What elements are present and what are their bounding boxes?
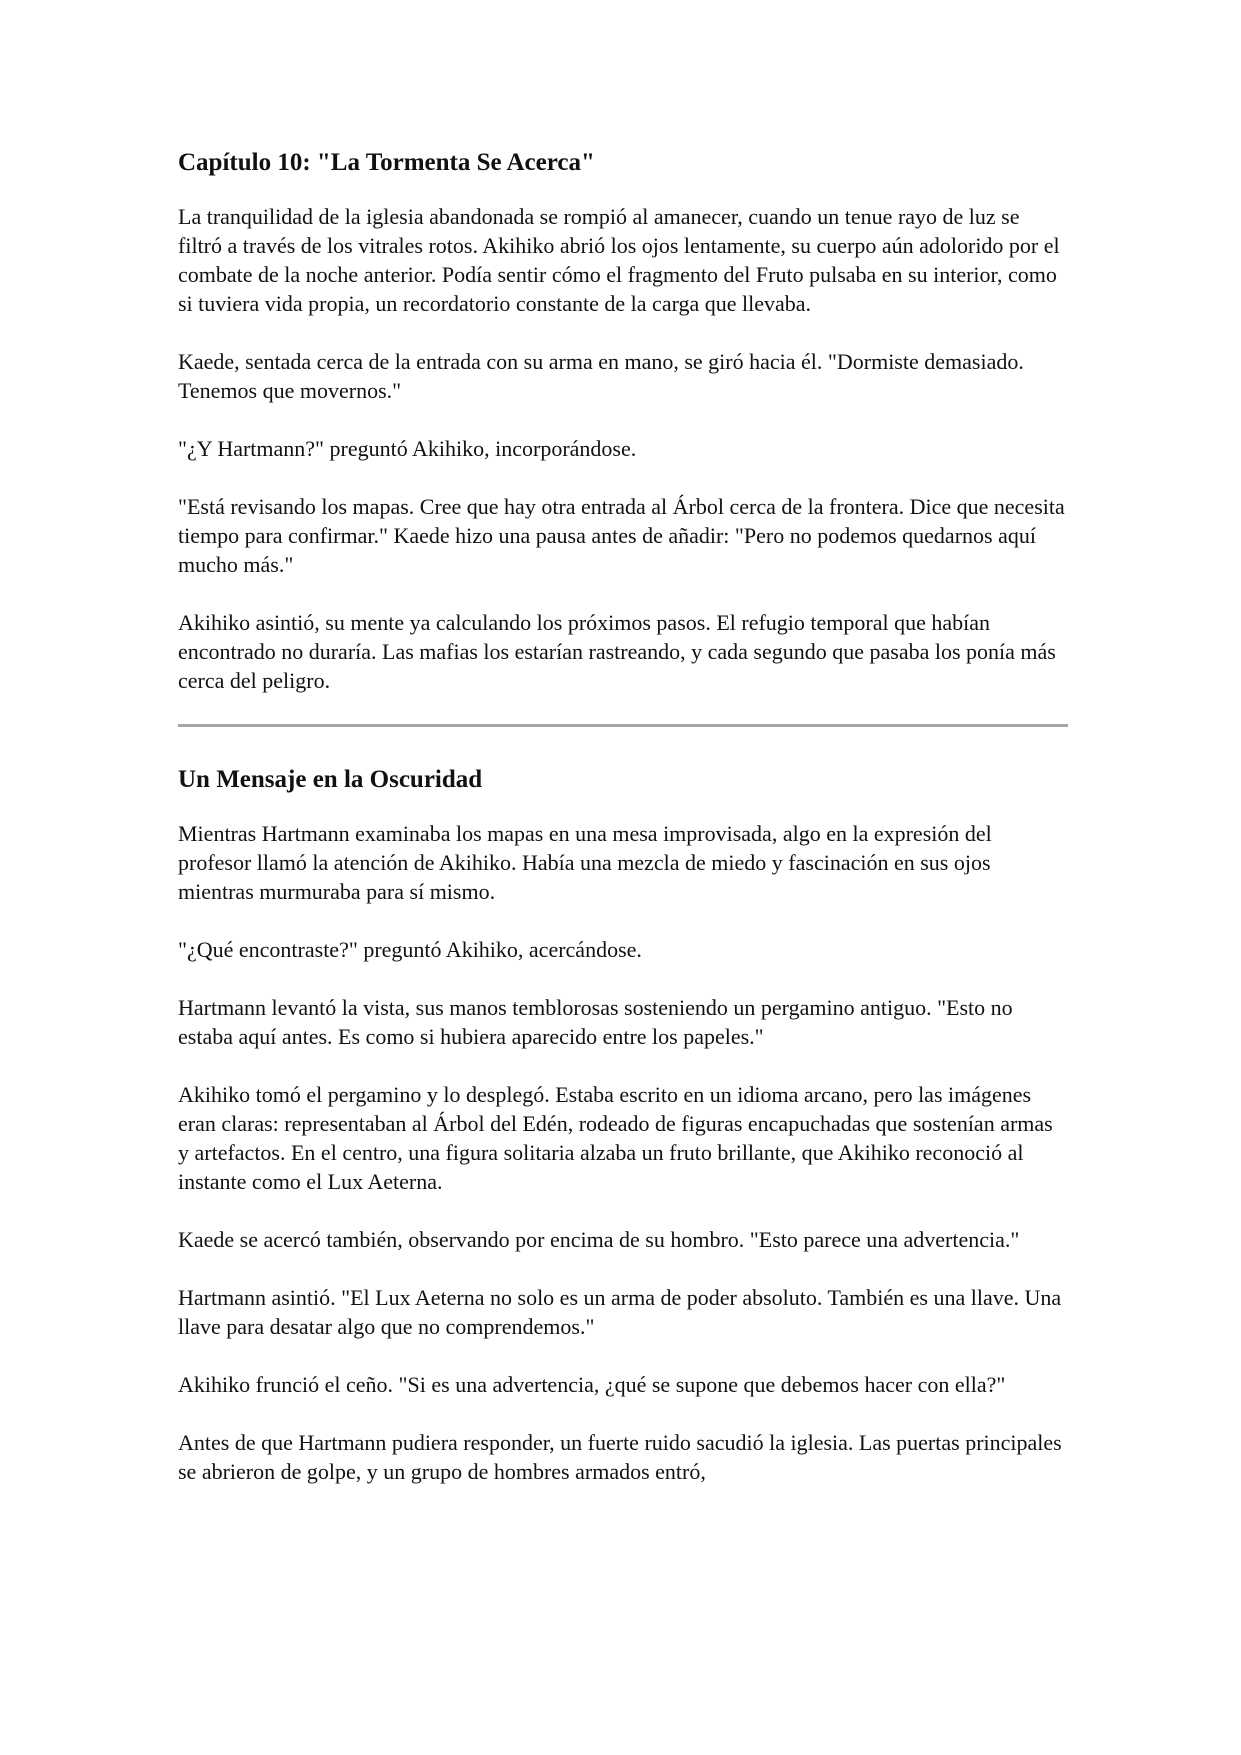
paragraph: La tranquilidad de la iglesia abandonada se rompió al amanecer, cuando un tenue rayo de luz se filtró a través de los vitrales rotos. Akihiko abrió los ojos lentamente, su cuerpo aún adolorido por el combate de la noche anterior. Podía sentir cómo el fragmento del Fruto pulsaba en su interior, como si tuviera vida propia, un recordatorio constante de la carga que llevaba. bbox=[178, 204, 1060, 316]
chapter-section bbox=[178, 146, 1068, 695]
paragraph: "¿Y Hartmann?" preguntó Akihiko, incorporándose. bbox=[178, 436, 637, 461]
paragraph: Akihiko asintió, su mente ya calculando los próximos pasos. El refugio temporal que habían encontrado no duraría. Las mafias los estarían rastreando, y cada segundo que pasaba los ponía más cerca del peligro. bbox=[178, 610, 1056, 693]
paragraph: Kaede, sentada cerca de la entrada con su arma en mano, se giró hacia él. "Dormiste demasiado. Tenemos que movernos." bbox=[178, 349, 1024, 403]
chapter-title: Capítulo 10: "La Tormenta Se Acerca" bbox=[178, 149, 595, 176]
paragraph: "¿Qué encontraste?" preguntó Akihiko, acercándose. bbox=[178, 937, 642, 962]
paragraph: "Está revisando los mapas. Cree que hay otra entrada al Árbol cerca de la frontera. Dice que necesita tiempo para confirmar." Kaede hizo una pausa antes de añadir: "Pero no podemos quedarnos aquí mucho más." bbox=[178, 494, 1065, 577]
paragraph: Mientras Hartmann examinaba los mapas en una mesa improvisada, algo en la expresión del profesor llamó la atención de Akihiko. Había una mezcla de miedo y fascinación en sus ojos mientras murmuraba para sí mismo. bbox=[178, 821, 992, 904]
subsection bbox=[178, 763, 1068, 1486]
paragraph: Hartmann levantó la vista, sus manos temblorosas sosteniendo un pergamino antiguo. "Esto no estaba aquí antes. Es como si hubiera aparecido entre los papeles." bbox=[178, 995, 1013, 1049]
section-divider-wrap bbox=[178, 724, 1068, 727]
section-divider bbox=[178, 724, 1068, 727]
paragraph: Akihiko frunció el ceño. "Si es una advertencia, ¿qué se supone que debemos hacer con ella?" bbox=[178, 1372, 1006, 1397]
section-title: Un Mensaje en la Oscuridad bbox=[178, 766, 483, 793]
paragraph: Hartmann asintió. "El Lux Aeterna no solo es un arma de poder absoluto. También es una llave. Una llave para desatar algo que no comprendemos." bbox=[178, 1285, 1062, 1339]
paragraph: Kaede se acercó también, observando por encima de su hombro. "Esto parece una advertencia." bbox=[178, 1227, 1020, 1252]
paragraph: Antes de que Hartmann pudiera responder, un fuerte ruido sacudió la iglesia. Las puertas principales se abrieron de golpe, y un grupo de hombres armados entró, bbox=[178, 1430, 1062, 1484]
paragraph: Akihiko tomó el pergamino y lo desplegó. Estaba escrito en un idioma arcano, pero las imágenes eran claras: representaban al Árbol del Edén, rodeado de figuras encapuchadas que sostenían armas y artefactos. En el centro, una figura solitaria alzaba un fruto brillante, que Akihiko reconoció al instante como el Lux Aeterna. bbox=[178, 1082, 1053, 1194]
page-content bbox=[178, 146, 1068, 1515]
